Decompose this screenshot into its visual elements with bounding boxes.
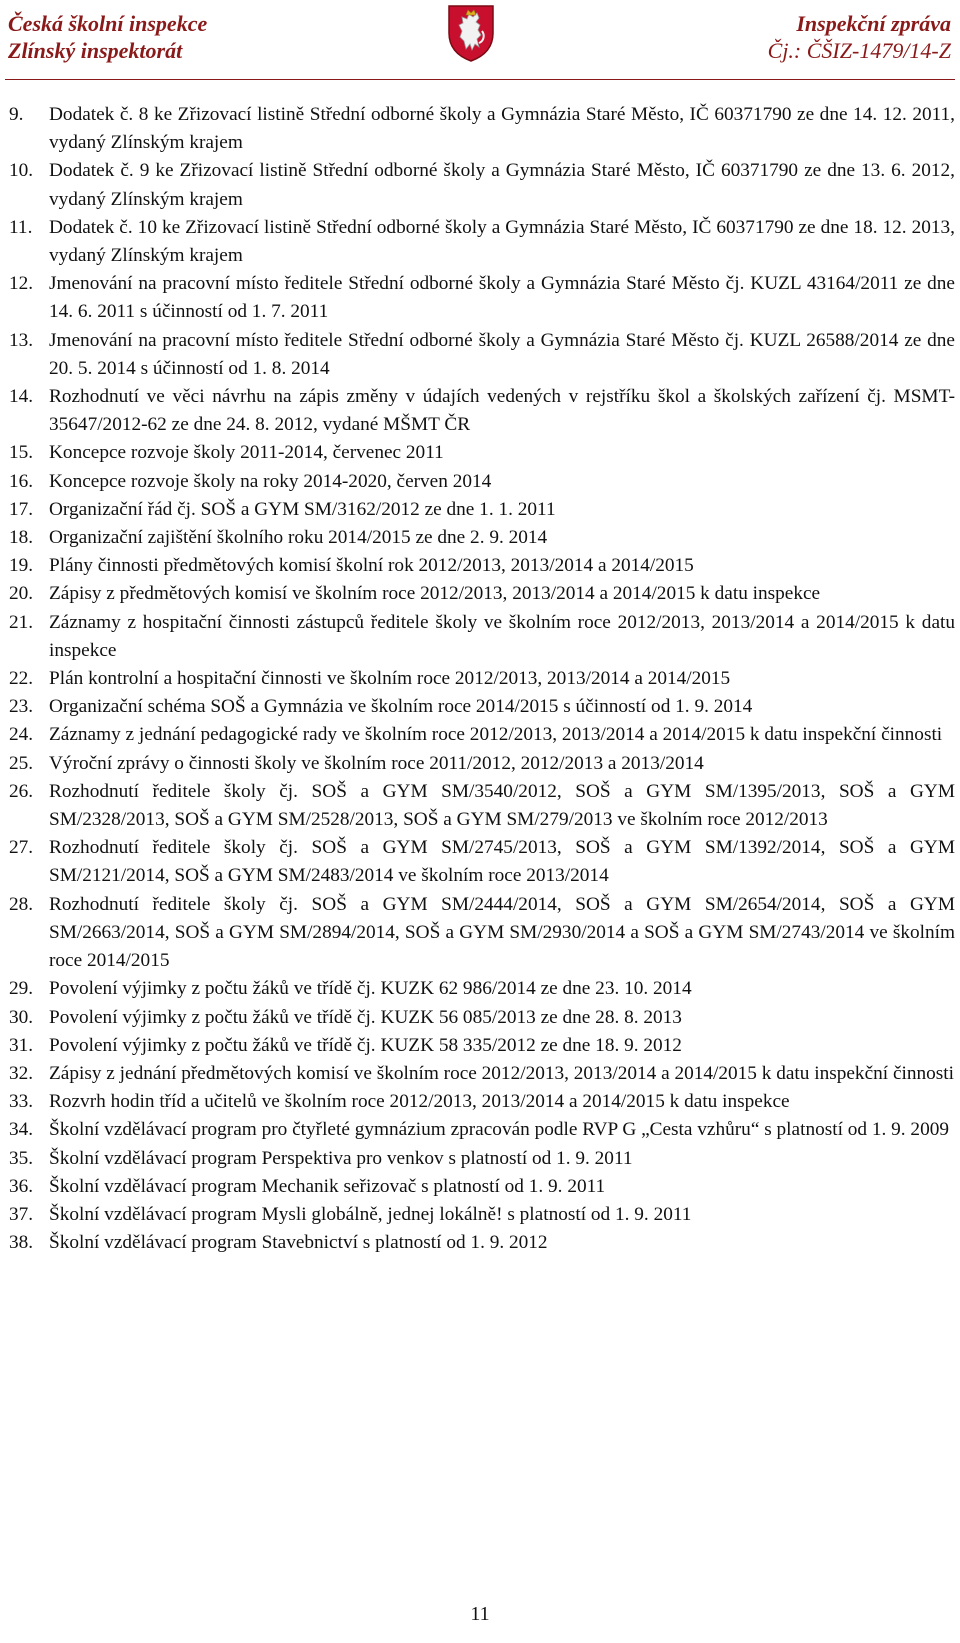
- list-item-text: Povolení výjimky z počtu žáků ve třídě čj. KUZK 58 335/2012 ze dne 18. 9. 2012: [49, 1034, 682, 1056]
- list-item-number: 21.: [9, 611, 34, 633]
- list-item: [9, 1116, 955, 1144]
- list-item-number: 35.: [9, 1147, 34, 1169]
- list-item-text: Koncepce rozvoje školy na roky 2014-2020, červen 2014: [49, 470, 492, 492]
- list-item-number: 37.: [9, 1203, 34, 1225]
- org-line-1: Česká školní inspekce: [8, 11, 208, 36]
- list-item: [9, 383, 955, 439]
- list-item-number: 11.: [9, 216, 33, 238]
- list-item-text: Dodatek č. 9 ke Zřizovací listině Střední odborné školy a Gymnázia Staré Město, IČ 60371790 ze dne 13. 6. 2012, vydaný Zlínským krajem: [49, 160, 955, 210]
- list-item-text: Dodatek č. 8 ke Zřizovací listině Střední odborné školy a Gymnázia Staré Město, IČ 60371790 ze dne 14. 12. 2011, vydaný Zlínským krajem: [49, 104, 955, 154]
- list-item: [9, 975, 955, 1003]
- list-item-text: Jmenování na pracovní místo ředitele Střední odborné školy a Gymnázia Staré Město čj. KUZL 26588/2014 ze dne 20. 5. 2014 s účinností od 1. 8. 2014: [49, 329, 955, 379]
- document-reference: Čj.: ČŠIZ-1479/14-Z: [767, 38, 951, 63]
- czech-lion-coat-of-arms-icon: [446, 3, 496, 63]
- list-item: [9, 1173, 955, 1201]
- list-item-number: 22.: [9, 668, 34, 690]
- list-item-number: 16.: [9, 470, 34, 492]
- list-item-number: 30.: [9, 1006, 34, 1028]
- list-item: [9, 101, 955, 157]
- list-item-text: Záznamy z jednání pedagogické rady ve školním roce 2012/2013, 2013/2014 a 2014/2015 k datu inspekční činnosti: [49, 724, 943, 746]
- list-item-text: Školní vzdělávací program pro čtyřleté gymnázium zpracován podle RVP G „Cesta vzhůru“ s platností od 1. 9. 2009: [49, 1119, 949, 1141]
- list-item-text: Rozhodnutí ve věci návrhu na zápis změny v údajích vedených v rejstříku škol a školských zařízení čj. MSMT-35647/2012-62 ze dne 24. 8. 2012, vydané MŠMT ČR: [49, 386, 955, 436]
- list-item-text: Plán kontrolní a hospitační činnosti ve školním roce 2012/2013, 2013/2014 a 2014/2015: [49, 668, 731, 690]
- list-item-number: 36.: [9, 1175, 34, 1197]
- list-item: [9, 609, 955, 665]
- list-item-number: 19.: [9, 555, 34, 577]
- list-item: [9, 214, 955, 270]
- list-item-text: Školní vzdělávací program Perspektiva pro venkov s platností od 1. 9. 2011: [49, 1147, 633, 1169]
- list-item-text: Povolení výjimky z počtu žáků ve třídě čj. KUZK 56 085/2013 ze dne 28. 8. 2013: [49, 1006, 682, 1028]
- list-item-number: 24.: [9, 724, 34, 746]
- list-item-number: 27.: [9, 837, 34, 859]
- list-item-number: 13.: [9, 329, 34, 351]
- list-item-number: 12.: [9, 273, 34, 295]
- list-item: [9, 439, 955, 467]
- list-item-text: Zápisy z předmětových komisí ve školním roce 2012/2013, 2013/2014 a 2014/2015 k datu inspekce: [49, 583, 821, 605]
- list-item: [9, 778, 955, 834]
- list-item: [9, 1145, 955, 1173]
- list-item-text: Rozvrh hodin tříd a učitelů ve školním roce 2012/2013, 2013/2014 a 2014/2015 k datu inspekce: [49, 1091, 790, 1113]
- list-item-number: 20.: [9, 583, 34, 605]
- list-item-number: 10.: [9, 160, 34, 182]
- document-info: [768, 10, 951, 64]
- list-item-text: Školní vzdělávací program Mysli globálně, jednej lokálně! s platností od 1. 9. 2011: [49, 1203, 692, 1225]
- list-item: [9, 1060, 955, 1088]
- list-item-text: Rozhodnutí ředitele školy čj. SOŠ a GYM SM/2444/2014, SOŠ a GYM SM/2654/2014, SOŠ a GYM SM/2663/2014, SOŠ a GYM SM/2894/2014, SOŠ a GYM SM/2930/2014 a SOŠ a GYM SM/2743/2014 ve školním roce 2014/2015: [49, 893, 955, 972]
- list-item: [9, 721, 955, 749]
- list-item-number: 18.: [9, 527, 34, 549]
- list-item: [9, 891, 955, 976]
- list-item-number: 38.: [9, 1232, 34, 1254]
- org-line-2: Zlínský inspektorát: [8, 38, 183, 63]
- header-divider: [5, 79, 955, 80]
- document-list: [9, 101, 955, 1257]
- list-item-text: Rozhodnutí ředitele školy čj. SOŠ a GYM SM/2745/2013, SOŠ a GYM SM/1392/2014, SOŠ a GYM SM/2121/2014, SOŠ a GYM SM/2483/2014 ve školním roce 2013/2014: [49, 837, 955, 887]
- list-item: [9, 665, 955, 693]
- list-item-number: 33.: [9, 1091, 34, 1113]
- list-item-number: 25.: [9, 752, 34, 774]
- list-item-text: Zápisy z jednání předmětových komisí ve školním roce 2012/2013, 2013/2014 a 2014/2015 k datu inspekční činnosti: [49, 1062, 955, 1084]
- list-item-number: 14.: [9, 386, 34, 408]
- list-item-text: Organizační schéma SOŠ a Gymnázia ve školním roce 2014/2015 s účinností od 1. 9. 2014: [49, 696, 753, 718]
- list-item: [9, 496, 955, 524]
- list-item: [9, 1201, 955, 1229]
- list-item: [9, 693, 955, 721]
- list-item-number: 32.: [9, 1062, 34, 1084]
- page-number: 11: [470, 1603, 490, 1625]
- list-item-number: 17.: [9, 498, 34, 520]
- document-title: Inspekční zpráva: [796, 11, 951, 36]
- list-item: [9, 552, 955, 580]
- list-item-text: Koncepce rozvoje školy 2011-2014, červenec 2011: [49, 442, 444, 464]
- list-item-text: Plány činnosti předmětových komisí školní rok 2012/2013, 2013/2014 a 2014/2015: [49, 555, 694, 577]
- list-item-text: Povolení výjimky z počtu žáků ve třídě čj. KUZK 62 986/2014 ze dne 23. 10. 2014: [49, 978, 692, 1000]
- list-item: [9, 270, 955, 326]
- list-item: [9, 1229, 955, 1257]
- list-item: [9, 1004, 955, 1032]
- list-item: [9, 750, 955, 778]
- list-item-text: Školní vzdělávací program Mechanik seřizovač s platností od 1. 9. 2011: [49, 1175, 606, 1197]
- list-item: [9, 468, 955, 496]
- list-item-text: Organizační řád čj. SOŠ a GYM SM/3162/2012 ze dne 1. 1. 2011: [49, 498, 556, 520]
- list-item: [9, 580, 955, 608]
- list-item-text: Výroční zprávy o činnosti školy ve školním roce 2011/2012, 2012/2013 a 2013/2014: [49, 752, 704, 774]
- list-item-number: 28.: [9, 893, 34, 915]
- list-item: [9, 1032, 955, 1060]
- list-item: [9, 834, 955, 890]
- list-item-text: Jmenování na pracovní místo ředitele Střední odborné školy a Gymnázia Staré Město čj. KUZL 43164/2011 ze dne 14. 6. 2011 s účinností od 1. 7. 2011: [49, 273, 955, 323]
- list-item: [9, 1088, 955, 1116]
- list-item: [9, 327, 955, 383]
- list-item-number: 23.: [9, 696, 34, 718]
- org-name: [8, 10, 207, 64]
- list-item-number: 15.: [9, 442, 34, 464]
- list-item-number: 26.: [9, 780, 34, 802]
- list-item-text: Záznamy z hospitační činnosti zástupců ředitele školy ve školním roce 2012/2013, 2013/2014 a 2014/2015 k datu inspekce: [49, 611, 955, 661]
- list-item: [9, 524, 955, 552]
- page-header: [0, 0, 960, 82]
- list-item-number: 34.: [9, 1119, 34, 1141]
- list-item-number: 31.: [9, 1034, 34, 1056]
- list-item-number: 29.: [9, 978, 34, 1000]
- list-item-number: 9.: [9, 104, 24, 125]
- list-item-text: Rozhodnutí ředitele školy čj. SOŠ a GYM SM/3540/2012, SOŠ a GYM SM/1395/2013, SOŠ a GYM SM/2328/2013, SOŠ a GYM SM/2528/2013, SOŠ a GYM SM/279/2013 ve školním roce 2012/2013: [49, 780, 955, 831]
- list-item-text: Školní vzdělávací program Stavebnictví s platností od 1. 9. 2012: [49, 1232, 548, 1254]
- list-item-text: Organizační zajištění školního roku 2014/2015 ze dne 2. 9. 2014: [49, 527, 548, 549]
- list-item-text: Dodatek č. 10 ke Zřizovací listině Střední odborné školy a Gymnázia Staré Město, IČ 60371790 ze dne 18. 12. 2013, vydaný Zlínským krajem: [49, 216, 955, 267]
- list-item: [9, 157, 955, 213]
